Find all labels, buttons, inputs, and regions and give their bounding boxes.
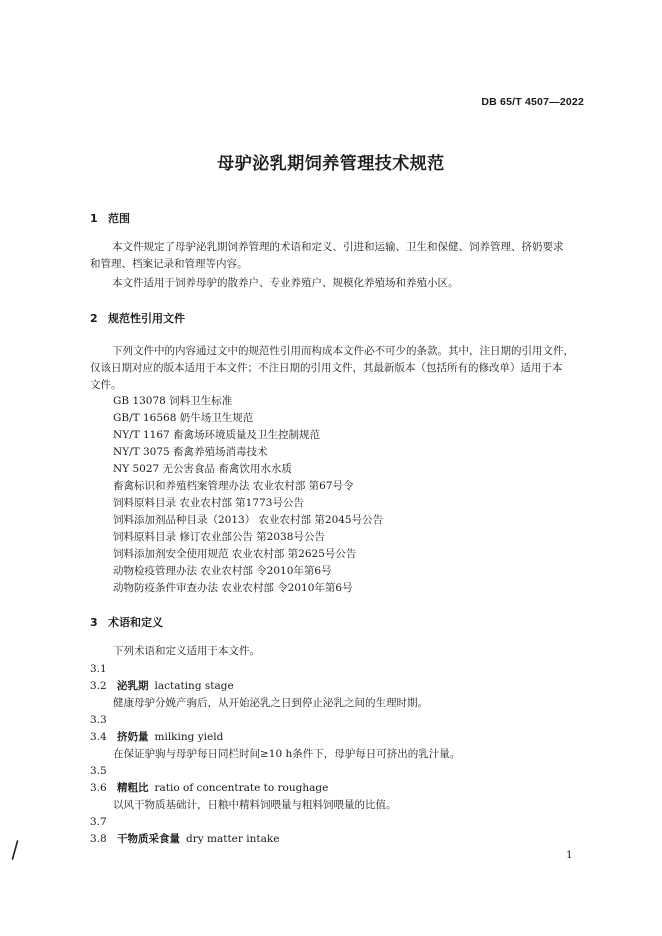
reference-item: NY/T 1167 畜禽场环境质量及卫生控制规范 [113, 429, 321, 441]
section-1-para-2 [90, 275, 584, 292]
section-title: 规范性引用文件 [108, 312, 185, 325]
term-number: 3.6 [90, 782, 107, 794]
reference-item: 饲料添加剂安全使用规范 农业农村部 第2625号公告 [113, 548, 357, 560]
page-number: 1 [566, 849, 573, 861]
document-title: 母驴泌乳期饲养管理技术规范 [217, 154, 445, 174]
term-definition: 以风干物质基础计，日粮中精料饲喂量与粗料饲喂量的比值。 [113, 799, 397, 811]
section-number: 1 [90, 212, 98, 225]
term-milking-yield [90, 729, 223, 746]
term-zh: 精粗比 [117, 782, 149, 794]
reference-item: NY/T 3075 畜禽养殖场消毒技术 [113, 446, 268, 458]
term-zh: 挤奶量 [117, 731, 149, 743]
term-en: dry matter intake [186, 833, 280, 845]
reference-item: 动物检疫管理办法 农业农村部 令2010年第6号 [113, 565, 332, 577]
term-zh: 干物质采食量 [117, 833, 180, 845]
para-line: 本文件适用于饲养母驴的散养户、专业养殖户、规模化养殖场和养殖小区。 [112, 277, 459, 289]
pen-mark-icon [11, 840, 19, 860]
reference-item: 饲料添加剂品种目录（2013） 农业农村部 第2045号公告 [113, 514, 384, 526]
term-number: 3.4 [90, 731, 107, 743]
reference-item: NY 5027 无公害食品 畜禽饮用水水质 [113, 463, 292, 475]
section-3-intro: 下列术语和定义适用于本文件。 [113, 645, 260, 657]
section-1-heading [90, 210, 130, 226]
document-code: DB 65/T 4507—2022 [481, 96, 584, 108]
term-en: lactating stage [154, 680, 234, 692]
reference-item: 畜禽标识和养殖档案管理办法 农业农村部 第67号令 [113, 480, 354, 492]
reference-item: 动物防疫条件审查办法 农业农村部 令2010年第6号 [113, 582, 353, 594]
term-lactating-stage [90, 678, 234, 695]
para-line: 仅该日期对应的版本适用于本文件；不注日期的引用文件，其最新版本（包括所有的修改单）适用于本 [90, 362, 563, 374]
reference-item: GB 13078 饲料卫生标准 [113, 395, 233, 407]
section-3-heading [90, 614, 163, 630]
section-1-para-1 [90, 239, 584, 273]
section-title: 范围 [108, 212, 130, 225]
term-en: milking yield [154, 731, 224, 743]
term-number: 3.2 [90, 680, 107, 692]
term-ratio-concentrate-roughage [90, 780, 328, 797]
term-number: 3.8 [90, 833, 107, 845]
section-2-para-1 [90, 343, 584, 394]
para-line: 下列文件中的内容通过文中的规范性引用而构成本文件必不可少的条款。其中，注日期的引用文件， [112, 345, 574, 357]
term-zh: 泌乳期 [117, 680, 149, 692]
term-number: 3.5 [90, 765, 107, 777]
section-number: 3 [90, 616, 98, 629]
term-number: 3.7 [90, 816, 107, 828]
term-number: 3.3 [90, 714, 107, 726]
section-title: 术语和定义 [108, 616, 163, 629]
reference-item: 饲料原料目录 修订农业部公告 第2038号公告 [113, 531, 325, 543]
term-en: ratio of concentrate to roughage [154, 782, 329, 794]
para-line: 文件。 [90, 379, 122, 391]
term-number: 3.1 [90, 663, 107, 675]
reference-item: 饲料原料目录 农业农村部 第1773号公告 [113, 497, 304, 509]
section-2-heading [90, 310, 185, 326]
para-line: 本文件规定了母驴泌乳期饲养管理的术语和定义、引进和运输、卫生和保健、饲养管理、挤奶要求 [112, 241, 564, 253]
section-number: 2 [90, 312, 98, 325]
term-dry-matter-intake [90, 831, 279, 848]
term-definition: 健康母驴分娩产驹后，从开始泌乳之日到停止泌乳之间的生理时期。 [113, 697, 428, 709]
reference-item: GB/T 16568 奶牛场卫生规范 [113, 412, 254, 424]
term-definition: 在保证驴驹与母驴每日同栏时间≥10 h条件下，母驴每日可挤出的乳汁量。 [113, 748, 461, 760]
para-line: 和管理、档案记录和管理等内容。 [90, 258, 248, 270]
